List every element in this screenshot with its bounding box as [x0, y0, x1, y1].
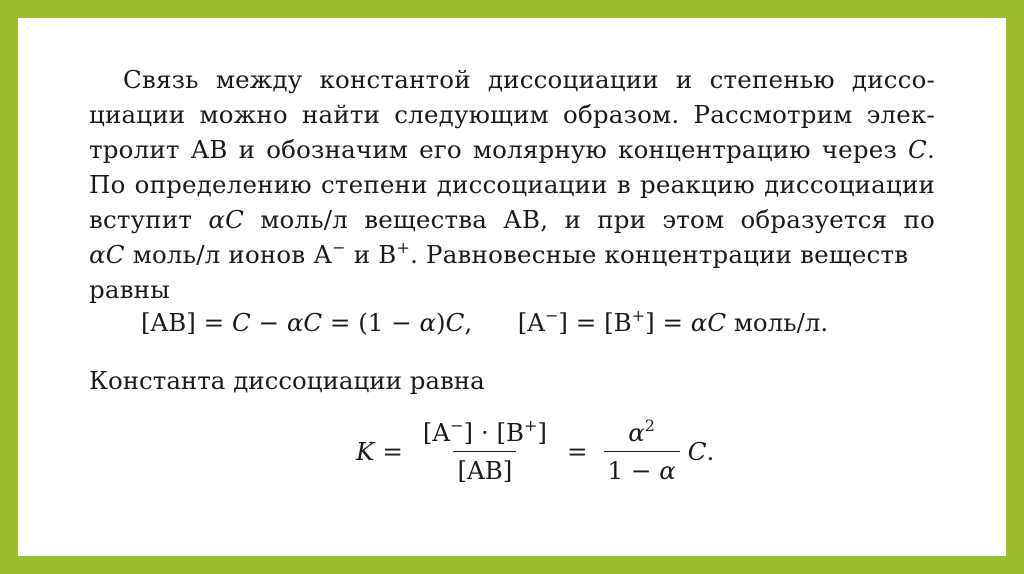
paragraph-line-2: циации можно найти следующим образом. Рассмотрим элек-	[89, 100, 935, 129]
eq1-comma: ,	[464, 308, 473, 337]
paragraph-line-3	[89, 132, 935, 167]
eq1-equals: =	[329, 308, 351, 337]
paragraph-line-3-text: тролит АВ и обозначим его молярную концентрацию через	[89, 135, 898, 164]
paragraph-line-7: равны	[89, 275, 170, 304]
paragraph-line-5-a: вступит	[89, 205, 193, 234]
symbol-K: K	[356, 437, 375, 466]
symbol-alpha: α	[419, 308, 437, 337]
symbol-C: C	[908, 135, 927, 164]
superscript-plus: +	[524, 416, 538, 435]
superscript-minus: −	[545, 306, 559, 325]
fraction-ions-denominator: [AB]	[453, 451, 516, 485]
paragraph-line-6	[89, 237, 935, 272]
eq1-paren: (1 −	[358, 308, 420, 337]
eq1-equals: =	[662, 308, 683, 337]
num-a: [A	[422, 418, 451, 447]
fraction-alpha-numerator	[624, 418, 659, 451]
paragraph-line-5	[89, 202, 935, 237]
paragraph-line-6-b: и В	[353, 240, 397, 269]
symbol-alpha: α	[628, 418, 645, 447]
superscript-minus: −	[332, 238, 346, 257]
equation-concentrations	[141, 308, 828, 337]
symbol-alpha: α	[89, 240, 106, 269]
paragraph-line-1: Связь между константой диссоциации и степенью диссо-	[123, 65, 935, 94]
eq2-equals: =	[382, 437, 403, 466]
superscript-plus: +	[631, 306, 646, 325]
fraction-alpha-denominator	[604, 451, 680, 485]
eq2-tail: .	[706, 437, 715, 466]
symbol-alpha: α	[208, 205, 226, 234]
fraction-ions	[419, 418, 551, 485]
fraction-ions-numerator	[419, 418, 551, 451]
symbol-C: C	[225, 205, 245, 234]
superscript-two: 2	[644, 416, 655, 435]
eq2-equals: =	[566, 437, 588, 466]
symbol-C: C	[707, 308, 727, 337]
den-one-minus: 1 −	[607, 456, 660, 485]
eq1-bracket-close: ]	[645, 308, 655, 337]
eq1-unit: моль/л.	[733, 308, 829, 337]
eq1-bracket-close: ]	[558, 308, 568, 337]
eq1-ab: [AB]	[141, 308, 196, 337]
paragraph-line-4: По определению степени диссоциации в реакцию диссоциации	[89, 170, 935, 199]
period: .	[927, 135, 935, 164]
eq1-paren-close: )	[436, 308, 446, 337]
text-paragraph	[89, 62, 935, 307]
paragraph-line-6-a: моль/л ионов А	[132, 240, 333, 269]
eq1-minus: −	[258, 308, 280, 337]
eq1-equals: =	[203, 308, 225, 337]
symbol-C: C	[445, 308, 465, 337]
symbol-C: C	[687, 437, 707, 466]
paragraph-line-6-c: . Равновесные концентрации веществ	[410, 240, 909, 269]
eq1-a-bracket: [A	[517, 308, 546, 337]
superscript-minus: −	[450, 416, 464, 435]
slide	[18, 18, 1006, 556]
eq1-equals: =	[575, 308, 597, 337]
symbol-C: C	[303, 308, 323, 337]
fraction-alpha	[604, 418, 680, 485]
eq1-b-bracket: [B	[604, 308, 632, 337]
symbol-C: C	[231, 308, 251, 337]
num-close: ]	[537, 418, 547, 447]
symbol-alpha: α	[659, 456, 676, 485]
num-dot: ] · [B	[463, 418, 524, 447]
paragraph-line-5-b: моль/л вещества АВ, и при этом образуется по	[260, 205, 935, 234]
symbol-alpha: α	[690, 308, 708, 337]
symbol-C: C	[105, 240, 125, 269]
equation-dissociation-constant	[356, 418, 714, 485]
symbol-alpha: α	[286, 308, 304, 337]
dissociation-constant-heading: Константа диссоциации равна	[89, 366, 485, 395]
superscript-plus: +	[396, 238, 411, 257]
